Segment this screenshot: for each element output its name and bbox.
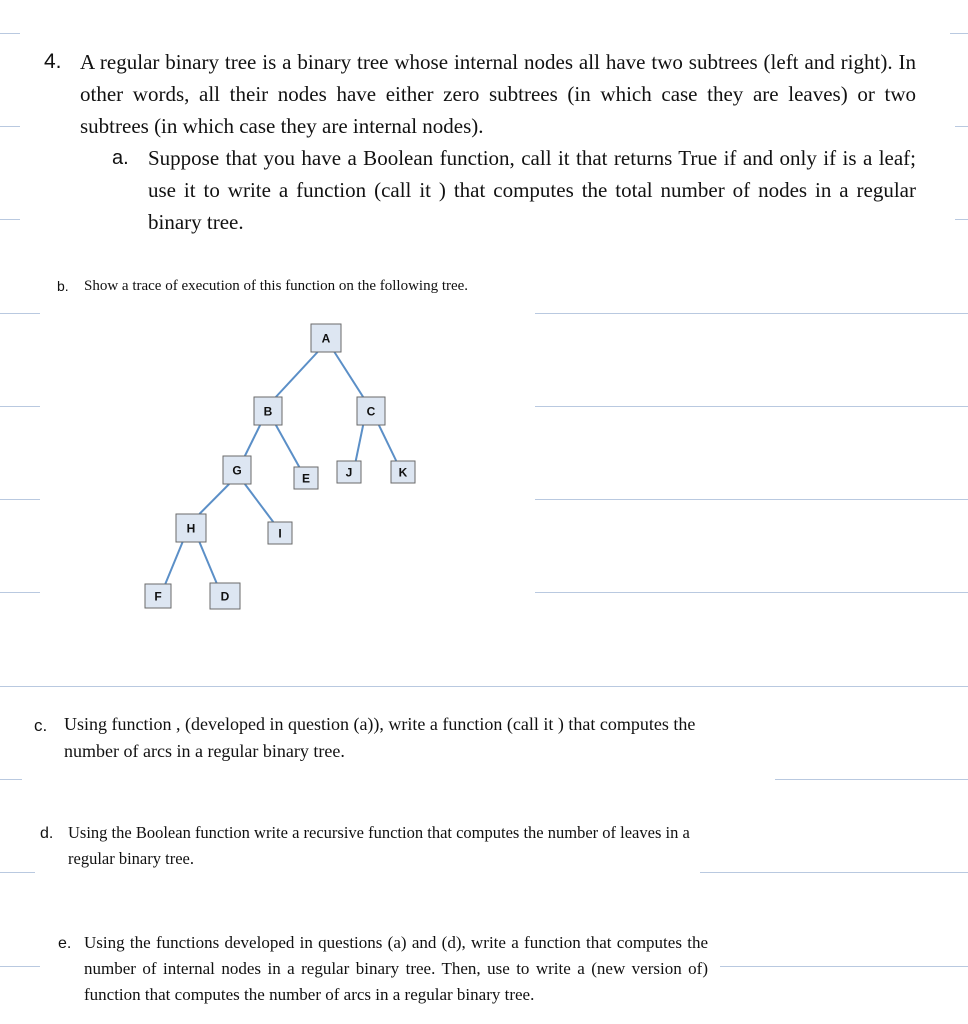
tree-node-label: C bbox=[366, 404, 376, 419]
tree-edge-G-H bbox=[199, 484, 229, 514]
tree-edge-B-G bbox=[245, 425, 260, 456]
tree-node-A bbox=[311, 324, 341, 352]
tree-edge-A-C bbox=[334, 352, 363, 397]
part-c-label: c. bbox=[34, 716, 48, 735]
tree-node-label: E bbox=[301, 471, 311, 486]
part-a-text: Suppose that you have a Boolean function, call it that returns True if and only if is a leaf; use it to write a function (call it ) that computes the total number of nodes in a regular binary tree. bbox=[148, 146, 916, 234]
tree-node-C bbox=[357, 397, 385, 425]
tree-node-label: B bbox=[263, 404, 273, 419]
part-b-label: b. bbox=[57, 278, 69, 294]
tree-node-label: J bbox=[345, 465, 353, 480]
tree-node-B bbox=[254, 397, 282, 425]
tree-edge-C-J bbox=[356, 425, 363, 461]
question-4-text: A regular binary tree is a binary tree whose internal nodes all have two subtrees (left and right). In other words, all their nodes have either zero subtrees (in which case they are leaves) or two subtrees (in which case they are internal nodes). bbox=[80, 50, 916, 138]
part-e-text: Using the functions developed in questions (a) and (d), write a function that computes the number of internal nodes in a regular binary tree. Then, use to write a (new version of) function that computes the number of arcs in a regular binary tree. bbox=[84, 933, 708, 1004]
part-d-label: d. bbox=[40, 825, 54, 842]
part-b-text: Show a trace of execution of this function on the following tree. bbox=[84, 278, 469, 294]
tree-edge-H-D bbox=[199, 542, 216, 583]
tree-edge-A-B bbox=[276, 352, 318, 397]
question-number: 4. bbox=[44, 50, 62, 73]
tree-node-label: I bbox=[278, 526, 282, 541]
tree-node-E bbox=[294, 467, 318, 489]
part-d-text: Using the Boolean function write a recursive function that computes the number of leaves in a regular binary tree. bbox=[68, 823, 690, 868]
tree-node-label: K bbox=[398, 465, 408, 480]
tree-node-D bbox=[210, 583, 240, 609]
tree-node-I bbox=[268, 522, 292, 544]
part-e-label: e. bbox=[58, 935, 72, 952]
tree-node-G bbox=[223, 456, 251, 484]
tree-node-label: D bbox=[220, 589, 230, 604]
tree-edge-G-I bbox=[245, 484, 273, 522]
part-a-label: a. bbox=[112, 147, 129, 169]
tree-edge-H-F bbox=[165, 542, 182, 584]
tree-node-J bbox=[337, 461, 361, 483]
tree-node-label: F bbox=[154, 589, 162, 604]
tree-edge-B-E bbox=[276, 425, 299, 467]
tree-edge-C-K bbox=[379, 425, 396, 461]
tree-node-K bbox=[391, 461, 415, 483]
tree-node-label: G bbox=[232, 463, 242, 478]
tree-node-label: A bbox=[321, 331, 331, 346]
tree-node-F bbox=[145, 584, 171, 608]
tree-node-label: H bbox=[186, 521, 196, 536]
part-c-text: Using function , (developed in question (a)), write a function (call it ) that computes the number of arcs in a regular binary tree. bbox=[64, 714, 696, 761]
tree-node-H bbox=[176, 514, 206, 542]
